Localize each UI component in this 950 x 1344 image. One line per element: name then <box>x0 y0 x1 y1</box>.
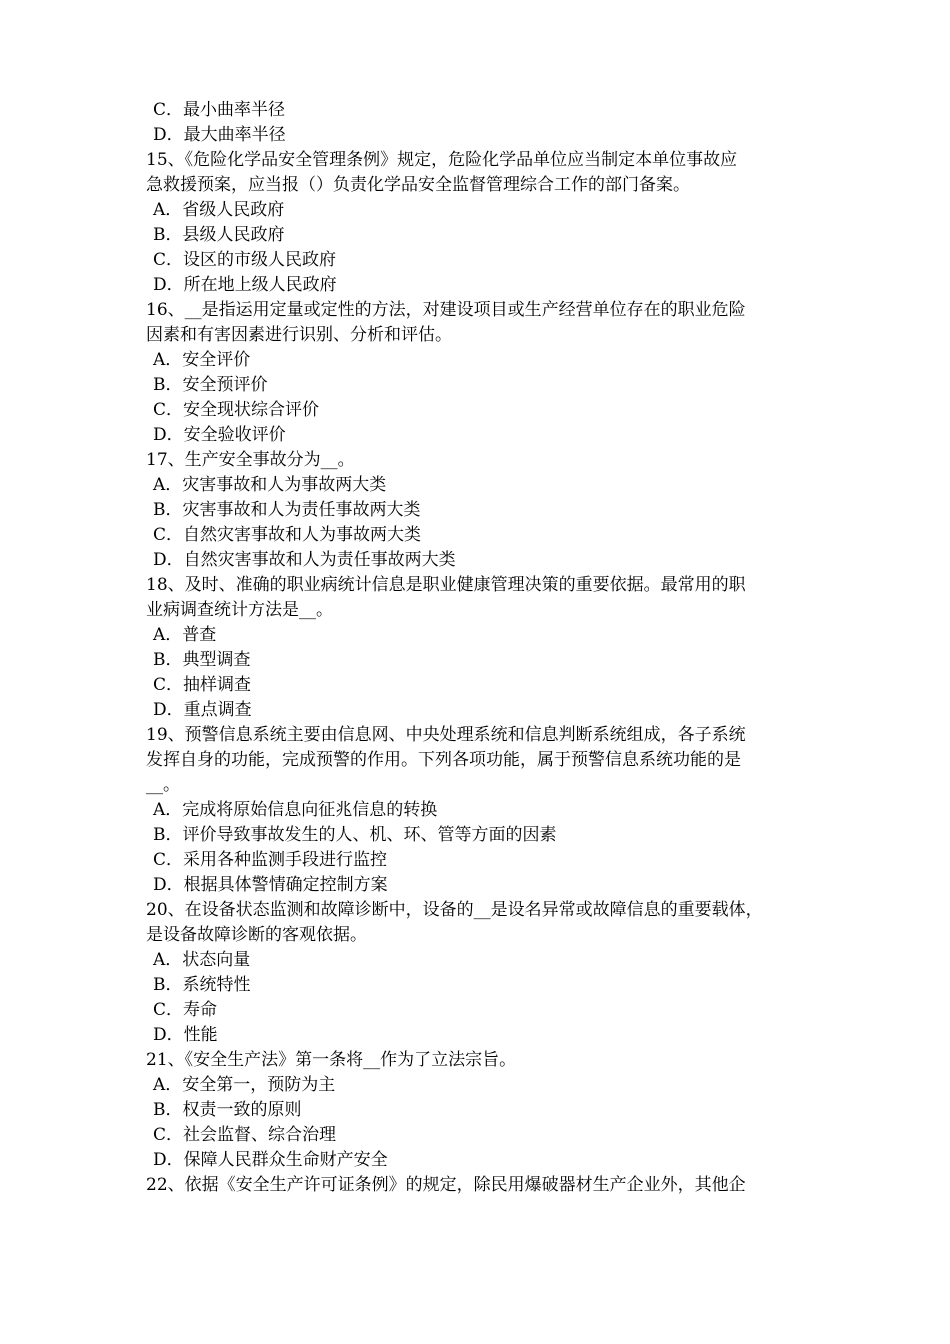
text-line: C．社会监督、综合治理 <box>153 1125 337 1145</box>
answer-option <box>146 823 816 848</box>
answer-option <box>146 848 816 873</box>
question-text <box>146 898 816 948</box>
text-line: D．根据具体警情确定控制方案 <box>153 875 388 895</box>
text-line: D．性能 <box>153 1025 218 1045</box>
text-line: B．系统特性 <box>153 975 251 995</box>
text-line: A．完成将原始信息向征兆信息的转换 <box>153 800 438 820</box>
answer-option <box>146 423 816 448</box>
answer-option <box>146 498 816 523</box>
answer-option <box>146 248 816 273</box>
text-line: D．重点调查 <box>153 700 252 720</box>
text-line: D．最大曲率半径 <box>153 125 286 145</box>
text-line: A．安全评价 <box>153 350 251 370</box>
text-line: D．保障人民群众生命财产安全 <box>153 1150 388 1170</box>
text-line: A．状态向量 <box>153 950 251 970</box>
text-line: 15、《危险化学品安全管理条例》规定，危险化学品单位应当制定本单位事故应 <box>146 150 738 170</box>
question-text <box>146 1048 816 1073</box>
text-line: D．自然灾害事故和人为责任事故两大类 <box>153 550 456 570</box>
text-line: B．评价导致事故发生的人、机、环、管等方面的因素 <box>153 825 557 845</box>
answer-option <box>146 398 816 423</box>
answer-option <box>146 548 816 573</box>
answer-option <box>146 523 816 548</box>
text-line: B．权责一致的原则 <box>153 1100 302 1120</box>
text-line: 16、__是指运用定量或定性的方法，对建设项目或生产经营单位存在的职业危险 <box>146 300 746 320</box>
answer-option <box>146 648 816 673</box>
text-line: 20、在设备状态监测和故障诊断中，设备的__是设名异常或故障信息的重要载体， <box>146 900 763 920</box>
text-line: C．采用各种监测手段进行监控 <box>153 850 388 870</box>
text-line: 21、《安全生产法》第一条将__作为了立法宗旨。 <box>146 1050 517 1070</box>
answer-option <box>146 373 816 398</box>
text-line: A．安全第一，预防为主 <box>153 1075 336 1095</box>
answer-option <box>146 223 816 248</box>
text-line: B．县级人民政府 <box>153 225 285 245</box>
answer-option <box>146 998 816 1023</box>
text-line: 是设备故障诊断的客观依据。 <box>146 925 367 945</box>
text-line: D．安全验收评价 <box>153 425 286 445</box>
answer-option <box>146 123 816 148</box>
text-line: C．设区的市级人民政府 <box>153 250 337 270</box>
answer-option <box>146 198 816 223</box>
text-line: C．安全现状综合评价 <box>153 400 320 420</box>
text-line: 因素和有害因素进行识别、分析和评估。 <box>146 325 452 345</box>
text-line: B．典型调查 <box>153 650 251 670</box>
text-line: D．所在地上级人民政府 <box>153 275 337 295</box>
answer-option <box>146 948 816 973</box>
question-text <box>146 723 816 798</box>
answer-option <box>146 873 816 898</box>
text-line: C．最小曲率半径 <box>153 100 286 120</box>
answer-option <box>146 273 816 298</box>
answer-option <box>146 1073 816 1098</box>
answer-option <box>146 973 816 998</box>
answer-option <box>146 348 816 373</box>
text-line: C．自然灾害事故和人为事故两大类 <box>153 525 422 545</box>
text-line: B．安全预评价 <box>153 375 268 395</box>
text-line: B．灾害事故和人为责任事故两大类 <box>153 500 421 520</box>
answer-option <box>146 1023 816 1048</box>
text-line: 发挥自身的功能，完成预警的作用。下列各项功能，属于预警信息系统功能的是 <box>146 750 741 770</box>
answer-option <box>146 1148 816 1173</box>
answer-option <box>146 673 816 698</box>
question-text <box>146 573 816 623</box>
answer-option <box>146 1123 816 1148</box>
document-page <box>146 98 816 1198</box>
text-line: C．寿命 <box>153 1000 218 1020</box>
text-line: 19、预警信息系统主要由信息网、中央处理系统和信息判断系统组成，各子系统 <box>146 725 746 745</box>
question-text <box>146 298 816 348</box>
text-line: 22、依据《安全生产许可证条例》的规定，除民用爆破器材生产企业外，其他企 <box>146 1175 746 1195</box>
text-line: A．灾害事故和人为事故两大类 <box>153 475 387 495</box>
answer-option <box>146 98 816 123</box>
question-text <box>146 1173 816 1198</box>
text-line: A．普查 <box>153 625 217 645</box>
text-line: 急救援预案，应当报（）负责化学品安全监督管理综合工作的部门备案。 <box>146 175 690 195</box>
answer-option <box>146 623 816 648</box>
text-line: 业病调查统计方法是__。 <box>146 600 333 620</box>
text-line: C．抽样调查 <box>153 675 252 695</box>
question-text <box>146 448 816 473</box>
text-line: __。 <box>146 775 180 795</box>
text-line: 17、生产安全事故分为__。 <box>146 450 355 470</box>
text-line: A．省级人民政府 <box>153 200 285 220</box>
question-text <box>146 148 816 198</box>
answer-option <box>146 798 816 823</box>
text-line: 18、及时、准确的职业病统计信息是职业健康管理决策的重要依据。最常用的职 <box>146 575 746 595</box>
answer-option <box>146 1098 816 1123</box>
answer-option <box>146 698 816 723</box>
answer-option <box>146 473 816 498</box>
